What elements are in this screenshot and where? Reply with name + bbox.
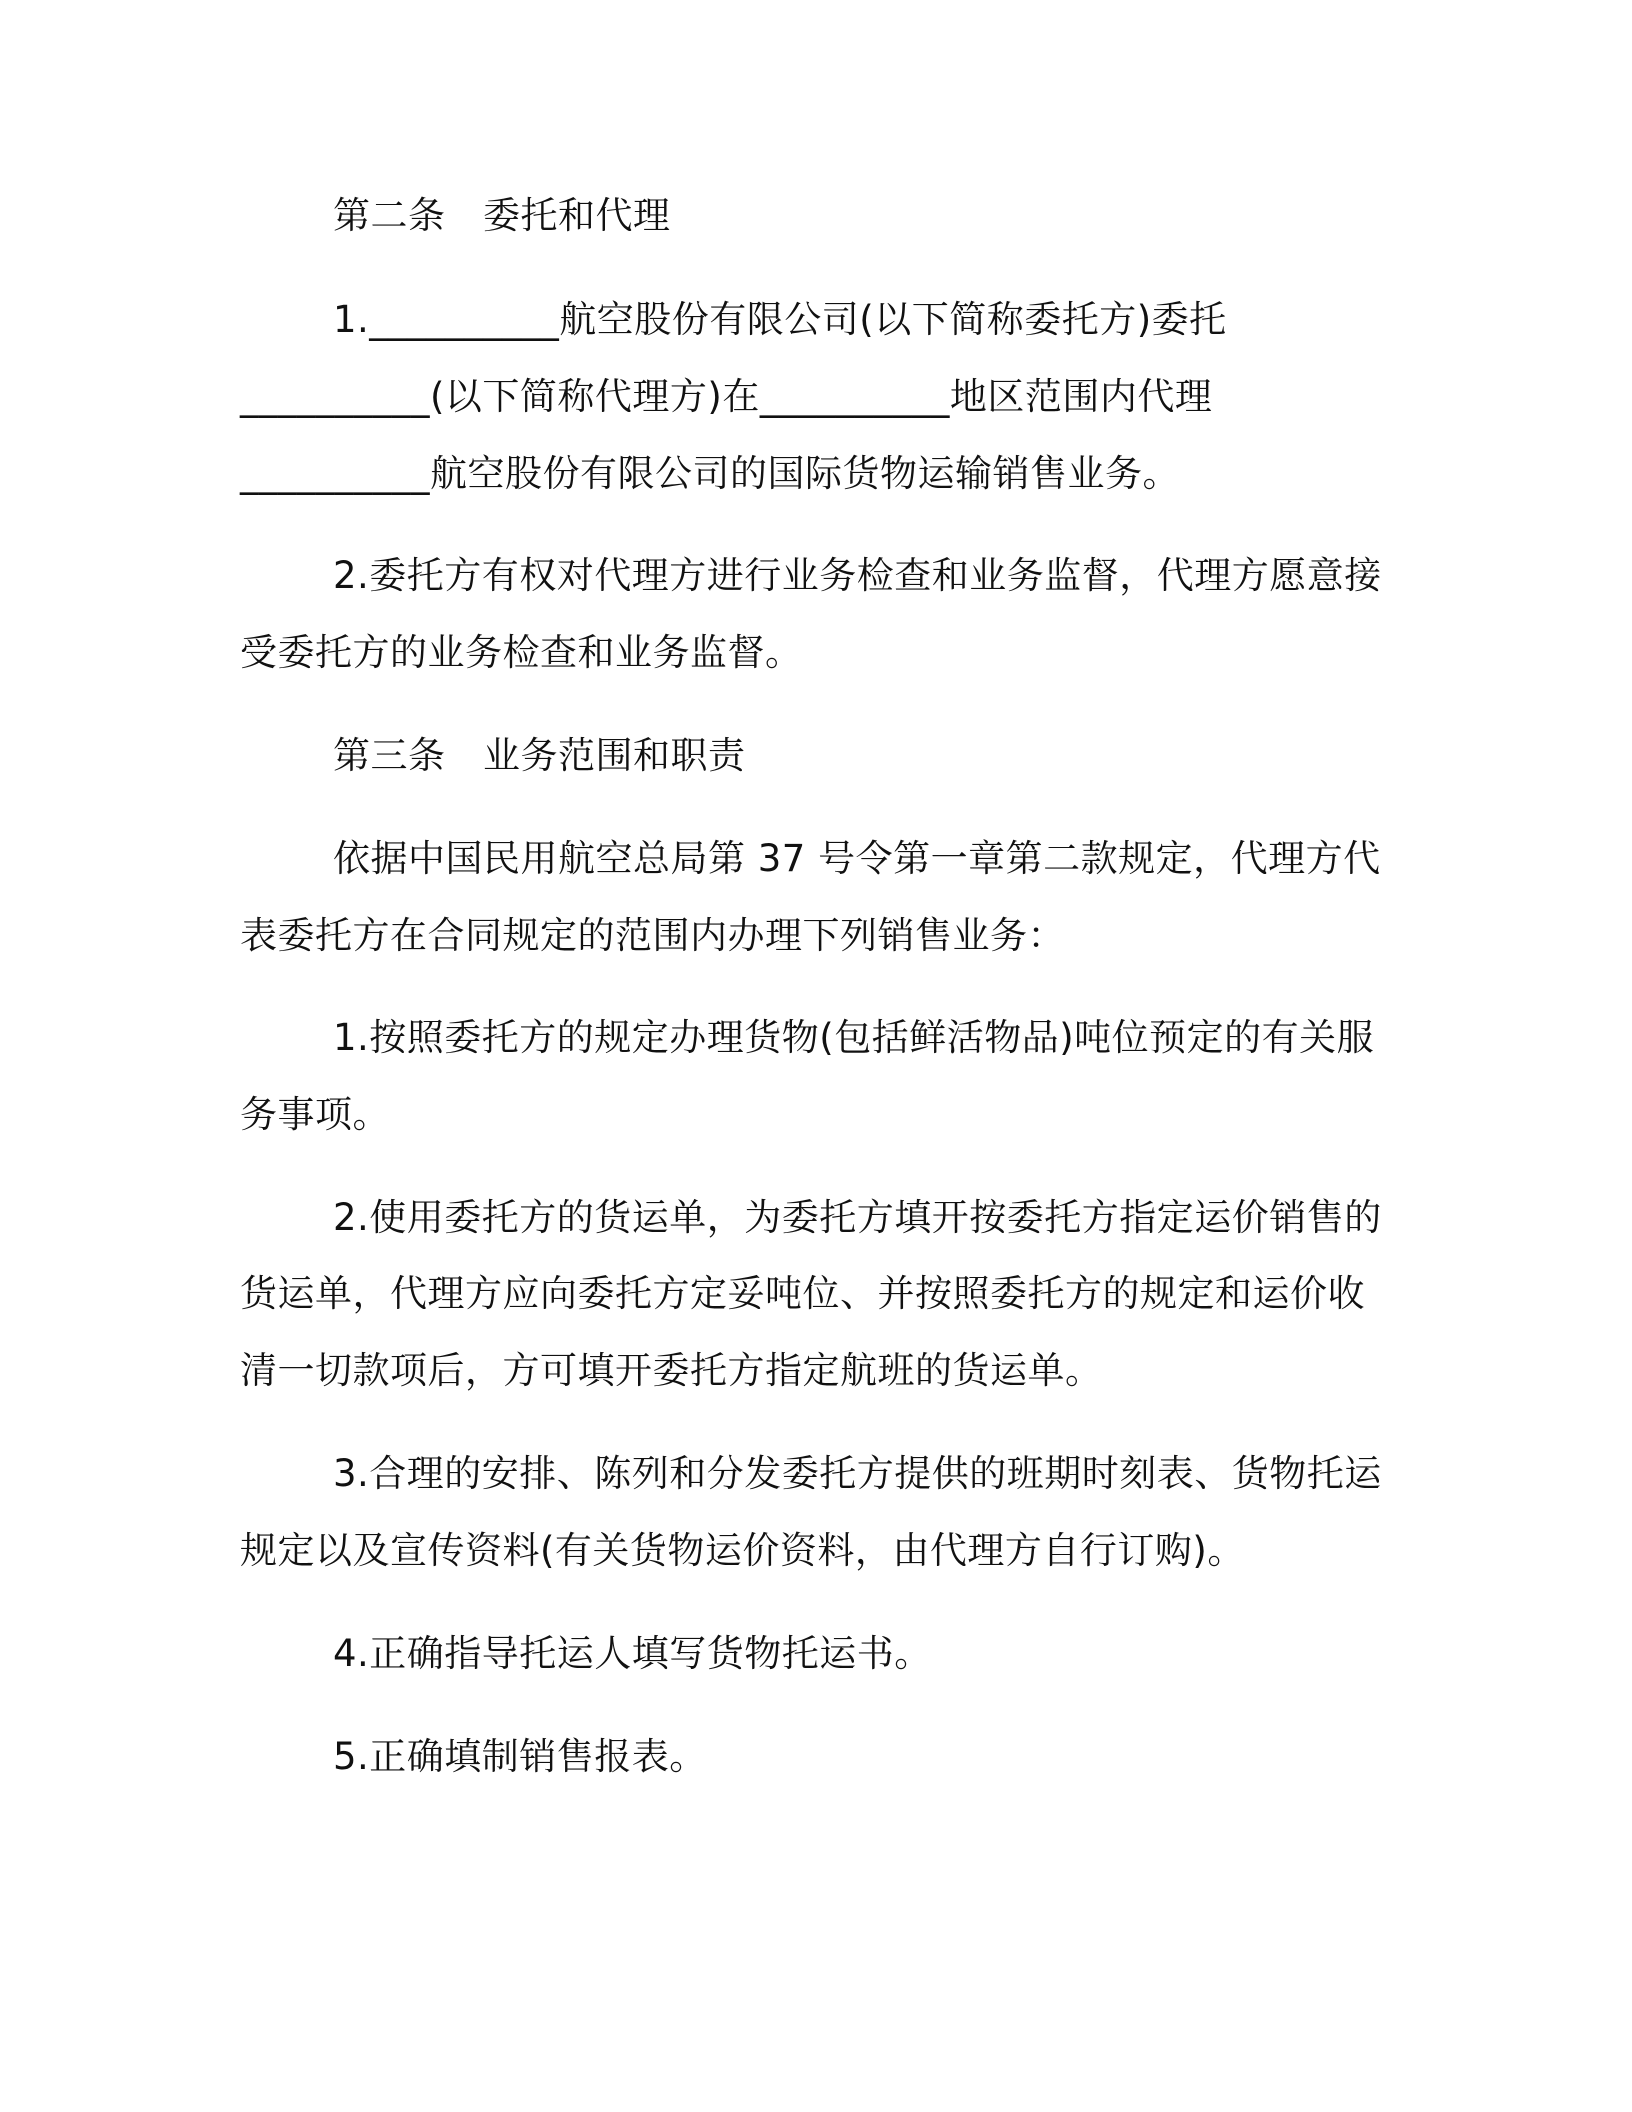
article-3-item-1-line-2: 务事项。 [240,1093,390,1136]
article-3-intro-line-1: 依据中国民用航空总局第 37 号令第一章第二款规定，代理方代 [333,837,1381,880]
article-2-clause-1-line-1: 1.__________航空股份有限公司(以下简称委托方)委托 [333,298,1227,341]
article-3-item-1-line-1: 1.按照委托方的规定办理货物(包括鲜活物品)吨位预定的有关服 [333,1016,1375,1059]
article-2-clause-2-line-2: 受委托方的业务检查和业务监督。 [240,631,803,674]
article-3-item-3-line-1: 3.合理的安排、陈列和分发委托方提供的班期时刻表、货物托运 [333,1452,1382,1495]
article-2-clause-2-line-1: 2.委托方有权对代理方进行业务检查和业务监督，代理方愿意接 [333,554,1382,597]
article-3-item-2-line-1: 2.使用委托方的货运单，为委托方填开按委托方指定运价销售的 [333,1196,1382,1239]
article-3-item-2-line-3: 清一切款项后，方可填开委托方指定航班的货运单。 [240,1349,1103,1392]
article-3-item-2-line-2: 货运单，代理方应向委托方定妥吨位、并按照委托方的规定和运价收 [240,1272,1365,1315]
article-3-intro-line-2: 表委托方在合同规定的范围内办理下列销售业务： [240,914,1065,957]
article-3-item-4: 4.正确指导托运人填写货物托运书。 [333,1632,932,1675]
article-3-item-5: 5.正确填制销售报表。 [333,1735,707,1778]
article-3-item-3-line-2: 规定以及宣传资料(有关货物运价资料，由代理方自行订购)。 [240,1529,1245,1572]
article-2-clause-1-line-3: __________航空股份有限公司的国际货物运输销售业务。 [240,452,1180,495]
article-3-heading: 第三条 业务范围和职责 [333,734,746,777]
article-2-clause-1-line-2: __________(以下简称代理方)在__________地区范围内代理 [240,375,1213,418]
article-2-heading: 第二条 委托和代理 [333,194,671,237]
